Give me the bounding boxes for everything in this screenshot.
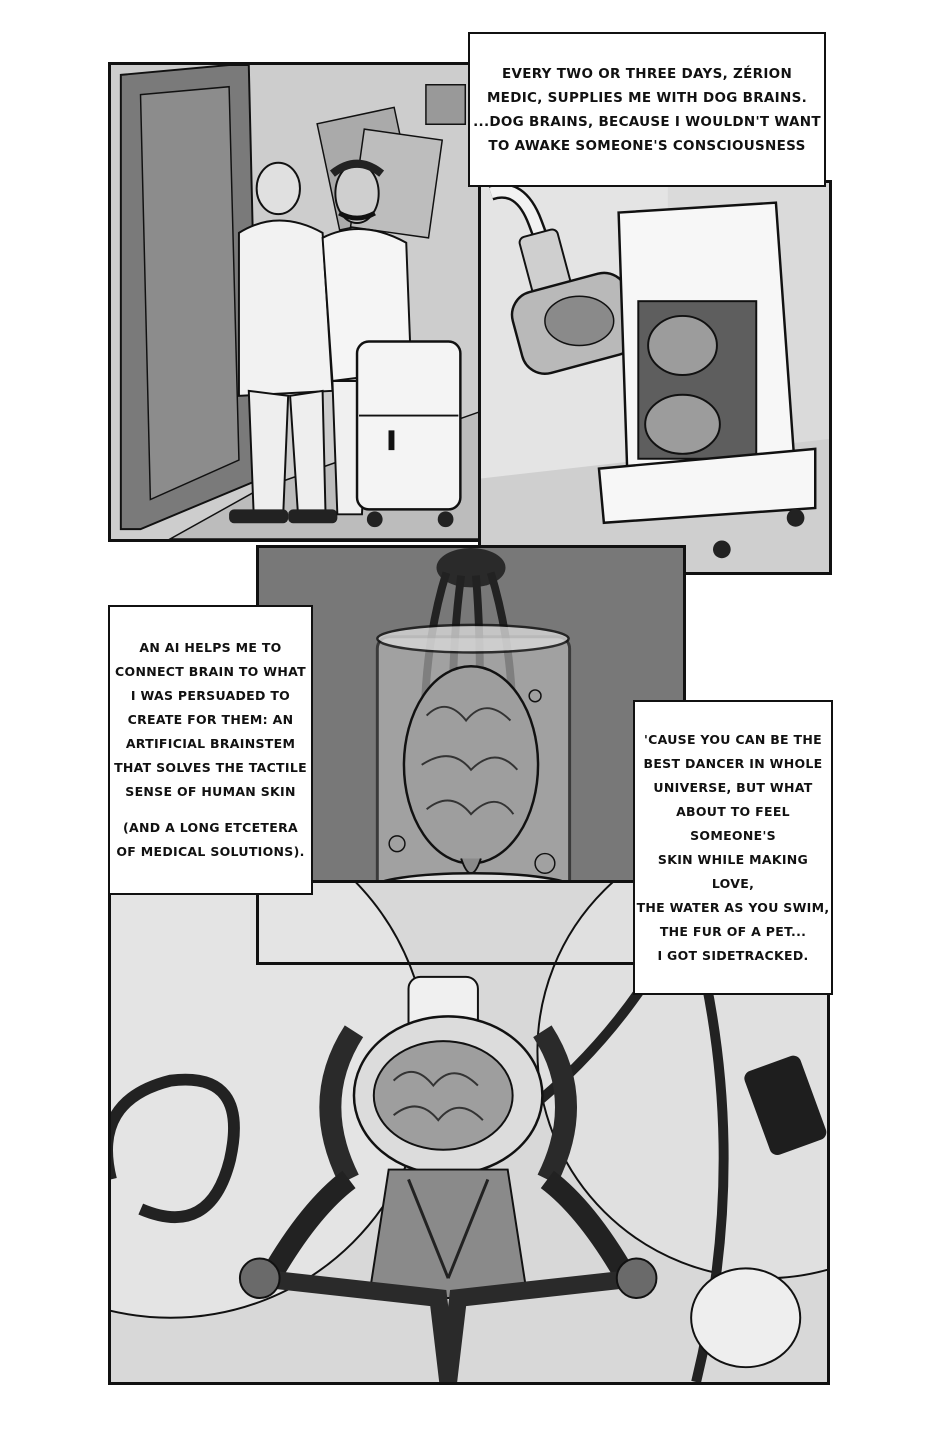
caption-left-line-7: SENSE OF HUMAN SKIN — [125, 784, 296, 799]
robot-arm-illustration — [481, 183, 829, 572]
panel-medics-at-door — [108, 62, 486, 542]
caption-right-line-2: BEST DANCER IN WHOLE — [643, 755, 823, 771]
caption-left-line-1: AN AI HELPS ME TO — [139, 640, 282, 655]
caption-right-line-8: I GOT SIDETRACKED. — [657, 947, 809, 963]
caption-left-line-5: ARTIFICIAL BRAINSTEM — [125, 736, 296, 751]
caption-top-line-3: ...DOG BRAINS, BECAUSE I WOULDN'T WANT — [473, 113, 821, 130]
caption-top-line-2: MEDIC, SUPPLIES ME WITH DOG BRAINS. — [486, 89, 808, 106]
caption-left — [108, 605, 313, 895]
caption-top-line-4: TO AWAKE SOMEONE'S CONSCIOUSNESS — [488, 137, 806, 154]
caption-left-line-3: I WAS PERSUADED TO — [130, 688, 291, 703]
caption-right-line-3: UNIVERSE, BUT WHAT — [653, 779, 813, 795]
caption-left-aside-1: (AND A LONG ETCETERA — [123, 820, 298, 835]
caption-top — [468, 32, 826, 187]
caption-left-line-4: CREATE FOR THEM: AN — [127, 712, 294, 727]
caption-right — [633, 700, 833, 995]
caption-right-line-5: SKIN WHILE MAKING LOVE, — [657, 851, 809, 891]
panel-robot-arm-cart — [478, 180, 832, 575]
caption-left-aside-2: OF MEDICAL SOLUTIONS). — [116, 844, 305, 859]
caption-left-line-6: THAT SOLVES THE TACTILE — [114, 760, 307, 775]
caption-right-line-6: THE WATER AS YOU SWIM, — [636, 899, 830, 915]
caption-top-line-1: EVERY TWO OR THREE DAYS, ZÉRION — [501, 65, 793, 82]
caption-left-line-2: CONNECT BRAIN TO WHAT — [115, 664, 306, 679]
medics-illustration — [111, 65, 483, 539]
caption-right-line-1: 'CAUSE YOU CAN BE THE — [644, 731, 822, 747]
caption-right-line-4: ABOUT TO FEEL SOMEONE'S — [676, 803, 790, 843]
caption-right-line-7: THE FUR OF A PET... — [659, 923, 807, 939]
